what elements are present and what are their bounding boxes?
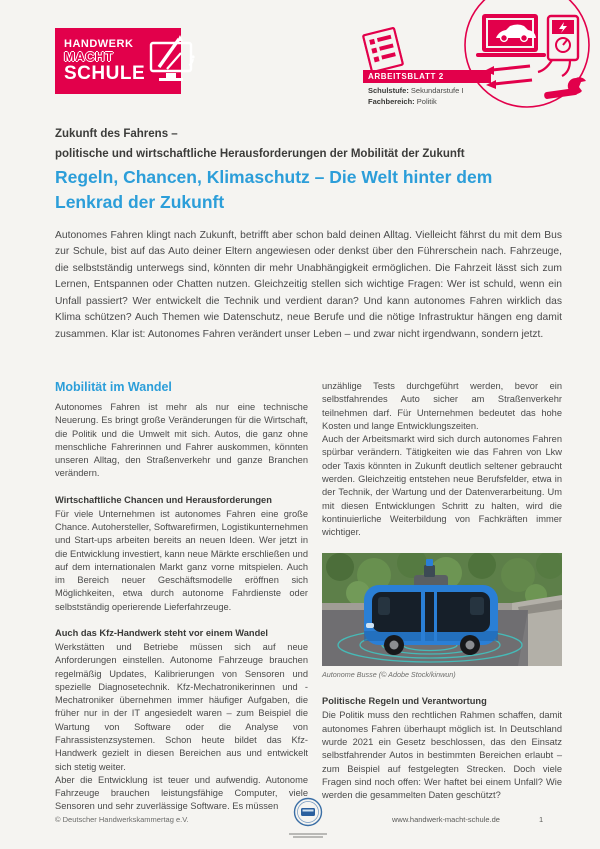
subhead-politische-regeln: Politische Regeln und Verantwortung [322, 696, 487, 707]
multimeter-icon [538, 16, 578, 76]
logo-line-schule: SCHULE [64, 62, 146, 84]
header-tools-illustration [448, 0, 600, 117]
subhead-kfz-handwerk: Auch das Kfz-Handwerk steht vor einem Wandel [55, 627, 269, 638]
worksheet-banner: ARBEITSBLATT 2 [363, 70, 491, 83]
clipboard-checklist-icon [362, 26, 405, 73]
subhead-wirtschaftliche-chancen: Wirtschaftliche Chancen und Herausforderungen [55, 494, 272, 505]
right-paragraph-3: Die Politik muss den rechtlichen Rahmen schaffen, damit autonomes Fahren überhaupt möglich ist. In Deutschland wurde 2021 ein Gesetz beschlossen, das den Einsatz selbstfahrender Autos in bestimmten Bereichen erlaubt – zum Beispiel auf festgelegten Strecken. Doch viele Fragen sind noch offen: Wer haftet bei einem Unfall? Wie werden die gesammelten Daten geschützt? [322, 710, 562, 801]
left-column [55, 380, 308, 814]
seal-caption-lines [286, 833, 330, 838]
footer-copyright: © Deutscher Handwerkskammertag e.V. [55, 815, 189, 824]
footer-url: www.handwerk-macht-schule.de [392, 815, 500, 824]
logo-line-macht: MACHT [64, 49, 114, 65]
intro-paragraph: Autonomes Fahren klingt nach Zukunft, betrifft aber schon bald deinen Alltag. Vielleicht fährst du mit dem Bus zur Schule, bist auf das Auto deiner Eltern angewiesen oder denkst über den Führerschein nach. Fahrzeuge, die selbstständig unterwegs sind, könnten dir mehr Unabhängigkeit ermöglichen. Die Fahrzeit lässt sich zum Lernen, Entspannen oder Chatten nutzen. Gleichzeitig stellen sich wichtige Fragen: Wer ist schuld, wenn ein Unfall passiert? Wer entwickelt die Technik und verdient daran? Und kann autonomes Fahren wirklich das Klima schützen? Auch Themen wie Datenschutz, neue Berufe und die nötige Infrastruktur hängen eng damit zusammen. Klar ist: Autonomes Fahren verändert unser Leben – und zwar nicht irgendwann, sondern jetzt. [55, 230, 562, 340]
kicker-line-1: Zukunft des Fahrens – [55, 128, 178, 140]
section-heading-mobilitaet: Mobilität im Wandel [55, 380, 172, 394]
logo-wordmark [55, 32, 145, 90]
right-paragraph-1: unzählige Tests durchgeführt werden, bevor ein selbstfahrendes Auto sicher am Straßenverkehr teilnehmen darf. Für Unternehmen bedeutet das hohe Kosten und lange Entwicklungszeiten. [322, 381, 562, 431]
worksheet-meta [368, 86, 463, 108]
wrench-icon [544, 77, 586, 99]
page-title: Regeln, Chancen, Klimaschutz – Die Welt hinter dem Lenkrad der Zukunft [55, 167, 493, 213]
left-paragraph-4: Aber die Entwicklung ist teuer und aufwendig. Autonome Fahrzeuge brauchen leistungsfähige Computer, viele Sensoren und sehr zuverlässige Software. Es müssen [55, 774, 308, 812]
right-paragraph-2: Auch der Arbeitsmarkt wird sich durch autonomes Fahren spürbar verändern. Tätigkeiten wie das Fahren von Lkw oder Taxis könnten in Zukunft deutlich seltener gebraucht werden. Gleichzeitig entstehen neue Berufsfelder, etwa in der Technik, der Wartung und der Datenverarbeitung. Um mit diesen Entwicklungen Schritt zu halten, wird die kontinuierliche Weiterbildung von Fachkräften immer wichtiger. [322, 434, 562, 538]
footer-seal [286, 797, 330, 839]
fachbereich-line [368, 97, 463, 108]
logo-line-handwerk: HANDWERK [64, 38, 134, 51]
left-paragraph-2: Für viele Unternehmen ist autonomes Fahren eine große Chance. Autohersteller, Softwarefirmen, Logistikunternehmen und Start-ups arbeiten bereits an neuen Ideen. Wer jetzt in die Entwicklung investiert, kann neue Märkte erschließen und auf dem internationalen Markt ganz vorne mitspielen. Auch im Bereich neuer Geschäftsmodelle eröffnen sich Möglichkeiten, etwa durch autonome Fahrdienste oder selbstständig operierende Lieferfahrzeuge. [55, 508, 308, 612]
footer-page-number: 1 [539, 815, 544, 824]
handwerk-macht-schule-logo [55, 28, 181, 94]
image-caption: Autonome Busse (© Adobe Stock/kinwun) [322, 670, 456, 680]
autonomous-bus-image [322, 553, 562, 666]
left-paragraph-1: Autonomes Fahren ist mehr als nur eine technische Neuerung. Es bringt große Veränderungen für die Wirtschaft, die Politik und die Umwelt mit sich. Autos, die ganz ohne menschliche Fahrerinnen und Fahrer auskommen, könnten unseren Alltag, den Straßenverkehr und ganze Branchen verändern. [55, 402, 308, 479]
test-leads-icon [484, 66, 532, 89]
left-paragraph-3: Werkstätten und Betriebe müssen sich auf neue Anforderungen einstellen. Autonome Fahrzeuge brauchen regelmäßig Updates, Kalibrierungen von Sensoren und spezielle Diagnosetechnik. Kfz-Mechatronikerinnen und -Mechatroniker übernehmen immer häufiger Aufgaben, die früher nur in der IT angesiedelt waren – zum Beispiel die Wartung von Software oder die Analyse von Fahrassistenzsystemen. Schon heute bildet das Kfz-Handwerk gezielt in diesen Bereichen aus und entwickelt sich stetig weiter. [55, 641, 308, 772]
monitor-pencil-icon [147, 31, 199, 92]
kicker-line-2: politische und wirtschaftliche Herausforderungen der Mobilität der Zukunft [55, 148, 465, 161]
laptop-car-icon [476, 14, 546, 57]
content-columns [55, 380, 562, 814]
schulstufe-label: Schulstufe: [368, 86, 409, 95]
schulstufe-value: Sekundarstufe I [408, 86, 464, 95]
title-kicker [55, 124, 562, 164]
right-column [322, 380, 562, 814]
footer-seal-icon [293, 797, 323, 827]
fachbereich-label: Fachbereich: [368, 96, 415, 106]
schulstufe-line [368, 86, 463, 97]
fachbereich-value: Politik [414, 96, 437, 106]
